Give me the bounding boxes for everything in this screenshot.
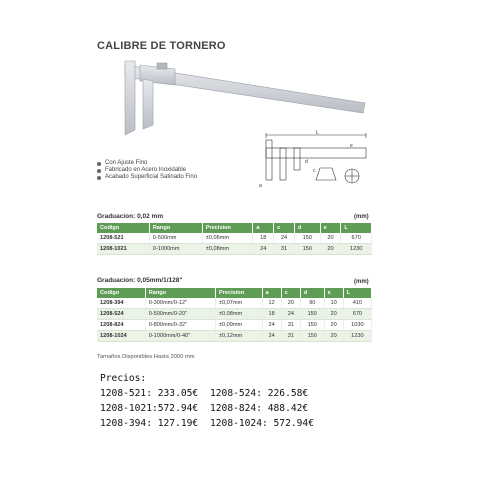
bullet-icon: [97, 162, 101, 166]
table-row: 1208-824 0-800mm/0-32" ±0,09mm 24 31 150 20 1030: [97, 320, 372, 331]
dim-label-l: L: [316, 130, 319, 136]
unit-label-1: (mm): [354, 214, 369, 220]
table-row: 1208-1024 0-1000mm/0-40" ±0,12mm 24 31 150 20 1230: [97, 331, 372, 342]
col-header: Precision: [202, 223, 253, 233]
feature-item: Con Ajuste Fino: [97, 160, 197, 167]
prices-title: Precios:: [100, 373, 147, 384]
col-header: c: [281, 288, 300, 298]
price-item: 1208-1024: 572.94€: [210, 418, 314, 429]
graduation-label-2: Graduacion: 0,05mm/1/128": [97, 277, 183, 284]
price-item: 1208-524: 226.58€: [210, 388, 309, 399]
table-row: 1208-394 0-300mm/0-12" ±0,07mm 12 20 90 10 410: [97, 298, 372, 309]
feature-item: Acabado Superficial Satinado Fino: [97, 174, 197, 181]
table-header-row: [97, 223, 372, 233]
col-header: e: [324, 288, 343, 298]
technical-drawing: [258, 130, 373, 195]
table-row: 1208-1021 0-1000mm ±0,08mm 24 31 150 20 1230: [97, 244, 372, 255]
dim-label-e: e: [350, 143, 353, 149]
col-header: e: [320, 223, 341, 233]
unit-label-2: (mm): [354, 279, 369, 285]
price-item: 1208-394: 127.19€: [100, 418, 199, 429]
col-header: Precision: [215, 288, 262, 298]
dim-label-c: c: [313, 168, 316, 174]
dim-label-a: a: [259, 183, 262, 189]
page-title: CALIBRE DE TORNERO: [97, 40, 226, 52]
col-header: c: [274, 223, 295, 233]
bullet-icon: [97, 169, 101, 173]
col-header: d: [300, 288, 324, 298]
col-header: Codigo: [97, 288, 145, 298]
table-header-row: [97, 288, 372, 298]
dim-label-d: d: [305, 159, 308, 165]
col-header: Rango: [149, 223, 202, 233]
col-header: a: [253, 223, 274, 233]
col-header: L: [343, 288, 371, 298]
table-row: 1208-521 0-500mm ±0,06mm 18 24 150 20 670: [97, 233, 372, 244]
bullet-icon: [97, 176, 101, 180]
col-header: Rango: [145, 288, 215, 298]
sizes-note: Tamaños Disponibles Hasta 2000 mm: [97, 354, 195, 360]
col-header: L: [341, 223, 372, 233]
graduation-label-1: Graduacion: 0,02 mm: [97, 213, 164, 220]
col-header: Codigo: [97, 223, 149, 233]
feature-list: [97, 160, 197, 182]
col-header: d: [294, 223, 320, 233]
feature-item: Fabricado en Acero Inoxidable: [97, 167, 197, 174]
price-item: 1208-1021:572.94€: [100, 403, 199, 414]
table-row: 1208-524 0-500mm/0-20" ±0,08mm 18 24 150 20 670: [97, 309, 372, 320]
spec-table-1: [97, 223, 372, 255]
price-item: 1208-521: 233.05€: [100, 388, 199, 399]
price-item: 1208-824: 488.42€: [210, 403, 309, 414]
spec-table-2: [97, 288, 372, 342]
col-header: a: [262, 288, 281, 298]
